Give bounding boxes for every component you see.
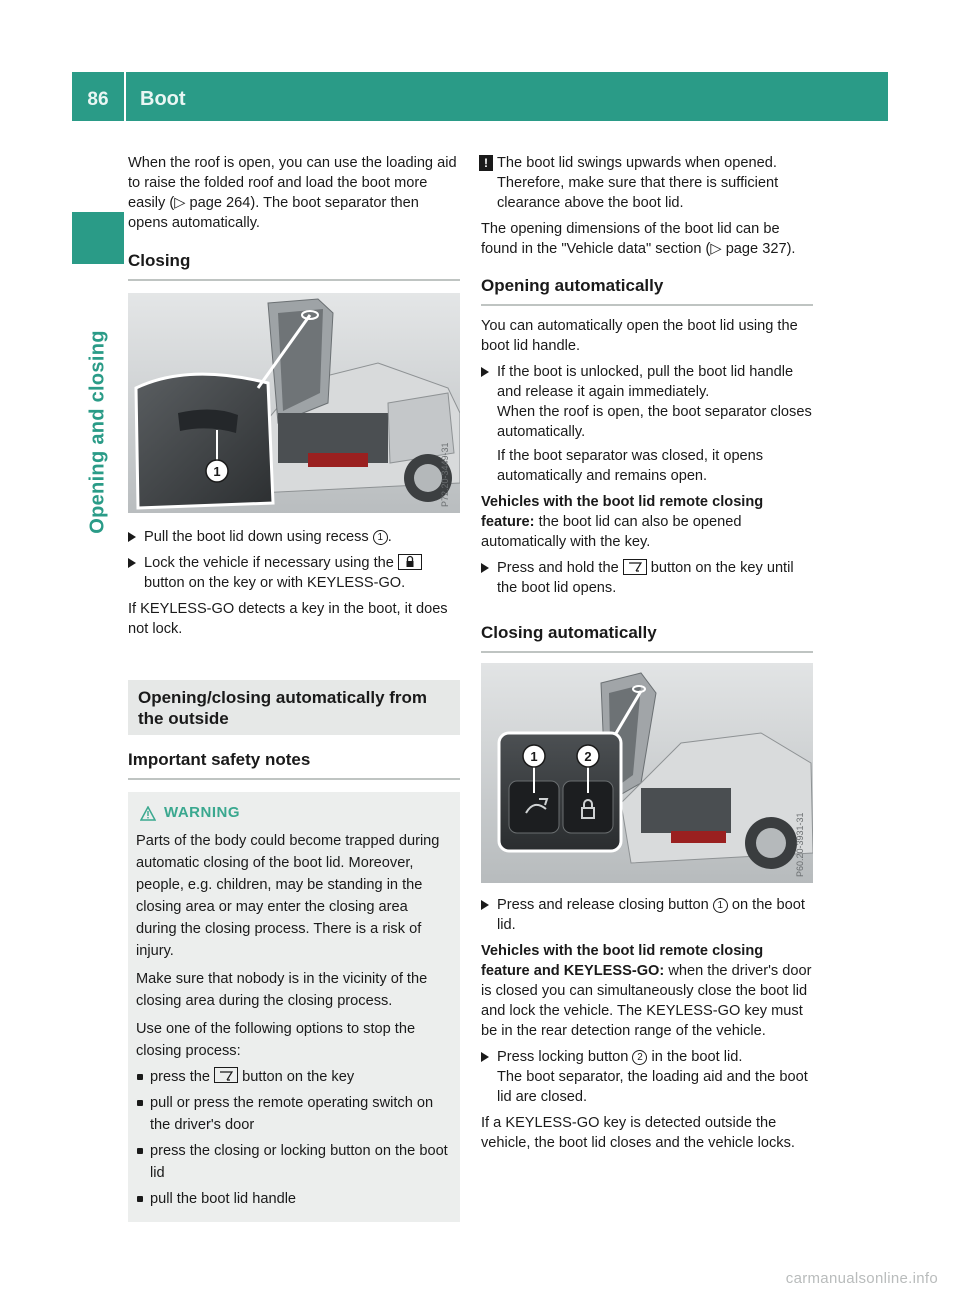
remote-feature-paragraph: Vehicles with the boot lid remote closing feature: the boot lid can also be opened automatically with the key. <box>481 494 764 550</box>
safety-notes-heading: Important safety notes <box>128 749 460 780</box>
car-boot-illustration <box>128 293 460 513</box>
closing-auto-heading: Closing automatically <box>481 622 813 653</box>
step-arrow-icon <box>481 563 489 573</box>
caution-icon: ! <box>479 155 493 171</box>
dimensions-paragraph: The opening dimensions of the boot lid can be found in the "Vehicle data" section (▷ page 327). <box>481 221 796 257</box>
warning-label: WARNING <box>164 804 240 821</box>
figure-callout-2: 2 <box>584 749 592 764</box>
boot-key-icon <box>214 1067 238 1083</box>
bullet-remote-switch: pull or press the remote operating switch on the driver's door <box>136 1092 452 1136</box>
outside-detection-paragraph: If a KEYLESS-GO key is detected outside the vehicle, the boot lid closes and the vehicle locks. <box>481 1115 795 1151</box>
step-arrow-icon <box>128 558 136 568</box>
boot-closing-photo <box>128 293 460 513</box>
caution-note: ! The boot lid swings upwards when opened. Therefore, make sure that there is sufficient clearance above the boot lid. <box>481 153 813 213</box>
auto-open-close-heading: Opening/closing automatically from the outside <box>128 680 460 735</box>
callout-ref-2: 2 <box>632 1050 647 1065</box>
step-pull-handle: If the boot is unlocked, pull the boot lid handle and release it again immediately. When the roof is open, the boot separator closes automatically. If the boot separator was closed, it opens automatically and remains open. <box>481 362 813 486</box>
figure-callout-1: 1 <box>213 464 221 479</box>
header-divider <box>124 72 126 121</box>
right-column <box>481 153 813 1153</box>
step-arrow-icon <box>128 532 136 542</box>
warning-triangle-icon <box>140 806 156 821</box>
left-column <box>128 153 460 1222</box>
step-arrow-icon <box>481 900 489 910</box>
step-lock-vehicle: Lock the vehicle if necessary using the button on the key or with KEYLESS-GO. <box>128 553 460 593</box>
step-pull-lid: Pull the boot lid down using recess 1 . <box>128 527 460 547</box>
lock-key-icon <box>398 554 422 570</box>
callout-ref-1: 1 <box>373 530 388 545</box>
side-tab-marker <box>72 212 124 264</box>
keyless-note: If KEYLESS-GO detects a key in the boot, it does not lock. <box>128 601 448 637</box>
bullet-closing-button: press the closing or locking button on the boot lid <box>136 1140 452 1184</box>
step-arrow-icon <box>481 367 489 377</box>
opening-intro: You can automatically open the boot lid using the boot lid handle. <box>481 318 798 354</box>
bullet-key-button: press the button on the key <box>136 1066 452 1088</box>
keyless-feature-paragraph: Vehicles with the boot lid remote closing feature and KEYLESS-GO: when the driver's door is closed you can simultaneously close the boot lid and lock the vehicle. The KEYLESS-GO key must be in the rear detection range of the vehicle. <box>481 943 812 1039</box>
step-press-closing-button: Press and release closing button 1 on the boot lid. <box>481 895 813 935</box>
footer-watermark: carmanualsonline.info <box>785 1270 938 1287</box>
page-number: 86 <box>87 89 109 110</box>
step-press-locking-button: Press locking button 2 in the boot lid. The boot separator, the loading aid and the boot lid are closed. <box>481 1047 813 1107</box>
opening-auto-heading: Opening automatically <box>481 275 813 306</box>
warning-box <box>128 792 460 1222</box>
boot-key-icon <box>623 559 647 575</box>
step-hold-key: Press and hold the button on the key until the boot lid opens. <box>481 558 813 598</box>
chapter-label: Opening and closing <box>86 330 109 534</box>
boot-buttons-illustration <box>481 663 813 883</box>
boot-buttons-photo <box>481 663 813 883</box>
section-title: Boot <box>140 88 186 110</box>
intro-paragraph: When the roof is open, you can use the loading aid to raise the folded roof and load the boot more easily (▷ page 264). The boot separator then opens automatically. <box>128 155 457 231</box>
figure-callout-1: 1 <box>530 749 538 764</box>
header-bar <box>72 72 888 121</box>
figure-code: P72.20-3449-31 <box>440 442 450 507</box>
bullet-lid-handle: pull the boot lid handle <box>136 1188 452 1210</box>
warning-header <box>140 802 452 824</box>
step-arrow-icon <box>481 1052 489 1062</box>
warning-text-2: Make sure that nobody is in the vicinity of the closing area during the closing process. <box>136 971 428 1009</box>
figure-code: P60.20-3931-31 <box>795 812 805 877</box>
callout-ref-1: 1 <box>713 898 728 913</box>
warning-text-3: Use one of the following options to stop the closing process: <box>136 1021 416 1059</box>
closing-heading: Closing <box>128 250 460 281</box>
warning-text-1: Parts of the body could become trapped during automatic closing of the boot lid. Moreover, people, e.g. children, may be standing in the closing area or may enter the closing area during the closing process. There is a risk of injury. <box>136 833 440 959</box>
